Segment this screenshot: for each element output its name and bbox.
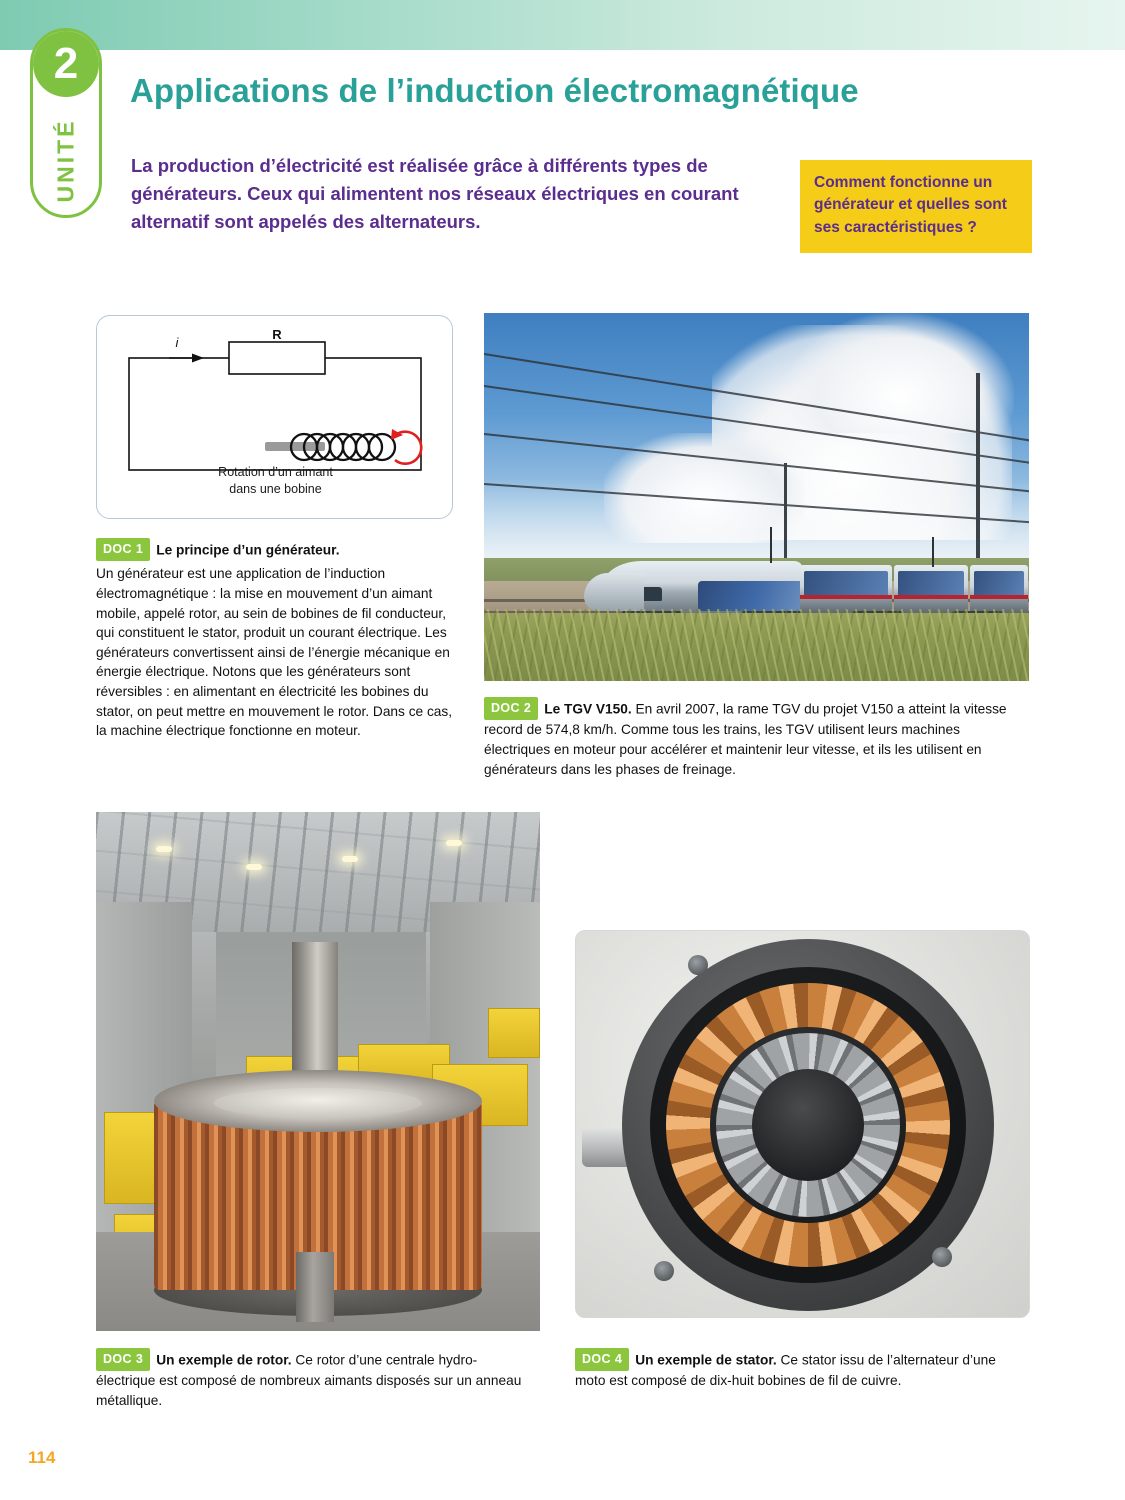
mounting-bolt	[654, 1261, 674, 1281]
doc2-caption-block	[484, 697, 1029, 779]
intro-paragraph: La production d’électricité est réalisée grâce à différents types de générateurs. Ceux qui alimentent nos réseaux électriques en courant alternatif sont appelés des alternateurs.	[131, 155, 739, 233]
red-stripe	[970, 595, 1028, 599]
coach	[970, 565, 1028, 613]
mounting-bolt	[932, 1247, 952, 1267]
schematic-caption-line1: Rotation d’un aimant	[218, 465, 333, 479]
red-stripe	[894, 595, 968, 599]
doc1-schematic-card	[96, 315, 453, 519]
red-stripe	[800, 595, 892, 599]
schematic-caption	[97, 464, 454, 498]
yellow-machine	[488, 1008, 540, 1058]
ceiling-lamp	[446, 840, 462, 846]
ceiling-lamp	[156, 846, 172, 852]
doc3-body: Ce rotor d’une centrale hydro-électrique est composé de nombreux aimants disposés sur un anneau métallique.	[96, 1352, 522, 1408]
coach	[894, 565, 968, 613]
doc1-title: Le principe d’un générateur.	[156, 542, 340, 558]
coach-livery	[974, 571, 1024, 597]
doc3-caption-block	[96, 1348, 536, 1411]
locomotive-nose	[584, 573, 644, 611]
header-band	[0, 0, 1125, 50]
page-number: 114	[28, 1448, 56, 1467]
doc2-title: Le TGV V150.	[544, 701, 632, 717]
coach	[800, 565, 892, 613]
header-band-gradient	[0, 0, 1125, 50]
doc4-title: Un exemple de stator.	[635, 1352, 777, 1368]
doc4-body: Ce stator issu de l’alternateur d’une moto est composé de dix-huit bobines de fil de cuivre.	[575, 1352, 996, 1389]
doc4-caption-block	[575, 1348, 1030, 1391]
doc3-tag: DOC 3	[96, 1348, 150, 1371]
unit-label-text: UNITÉ	[52, 118, 79, 202]
unit-label	[40, 108, 92, 212]
doc4-tag: DOC 4	[575, 1348, 629, 1371]
doc1-tag: DOC 1	[96, 538, 150, 561]
stator-bore	[752, 1069, 864, 1181]
pantograph	[932, 537, 934, 567]
catenary-pylon	[976, 373, 980, 568]
doc2-body: En avril 2007, la rame TGV du projet V150 a atteint la vitesse record de 574,8 km/h. Comme tous les trains, les TGV utilisent leurs machines électriques en moteur pour accélérer et maintenir leur vitesse, et ils les utilisent en générateurs dans les phases de freinage.	[484, 701, 1007, 777]
doc1-caption-block	[96, 538, 456, 741]
rotor-top-hub	[214, 1088, 422, 1118]
unit-number-badge: 2	[33, 31, 99, 97]
coach-livery	[804, 571, 888, 597]
locomotive-livery	[698, 581, 803, 611]
ceiling-lamp	[342, 856, 358, 862]
doc4-photo-stator	[575, 930, 1030, 1318]
page-title: Applications de l’induction électromagnétique	[130, 72, 859, 109]
resistor-label: R	[272, 327, 282, 342]
mounting-bolt	[688, 955, 708, 975]
doc3-photo-rotor	[96, 812, 540, 1331]
doc3-title: Un exemple de rotor.	[156, 1352, 292, 1368]
doc1-body: Un générateur est une application de l’induction électromagnétique : la mise en mouvement d’un aimant mobile, appelé rotor, au sein de bobines de fil conducteur, qui constituent le stator, produit un courant électrique. Les générateurs convertissent ainsi de l’énergie mécanique en énergie électrique. Notons que les générateurs sont réversibles : en alimentant en électricité les bobines du stator, on peut mettre en mouvement le rotor. Dans ce cas, la machine électrique fonctionne en moteur.	[96, 566, 453, 739]
question-box: Comment fonctionne un générateur et quelles sont ses caractéristiques ?	[800, 160, 1032, 253]
schematic-caption-line2: dans une bobine	[229, 481, 322, 496]
current-label: i	[175, 335, 179, 350]
coach-livery	[898, 571, 964, 597]
ceiling-lamp	[246, 864, 262, 870]
grass-texture	[484, 609, 1029, 681]
doc2-photo-tgv	[484, 313, 1029, 681]
pantograph	[770, 527, 772, 563]
doc2-tag: DOC 2	[484, 697, 538, 720]
rotor-shaft-lower	[296, 1252, 334, 1322]
